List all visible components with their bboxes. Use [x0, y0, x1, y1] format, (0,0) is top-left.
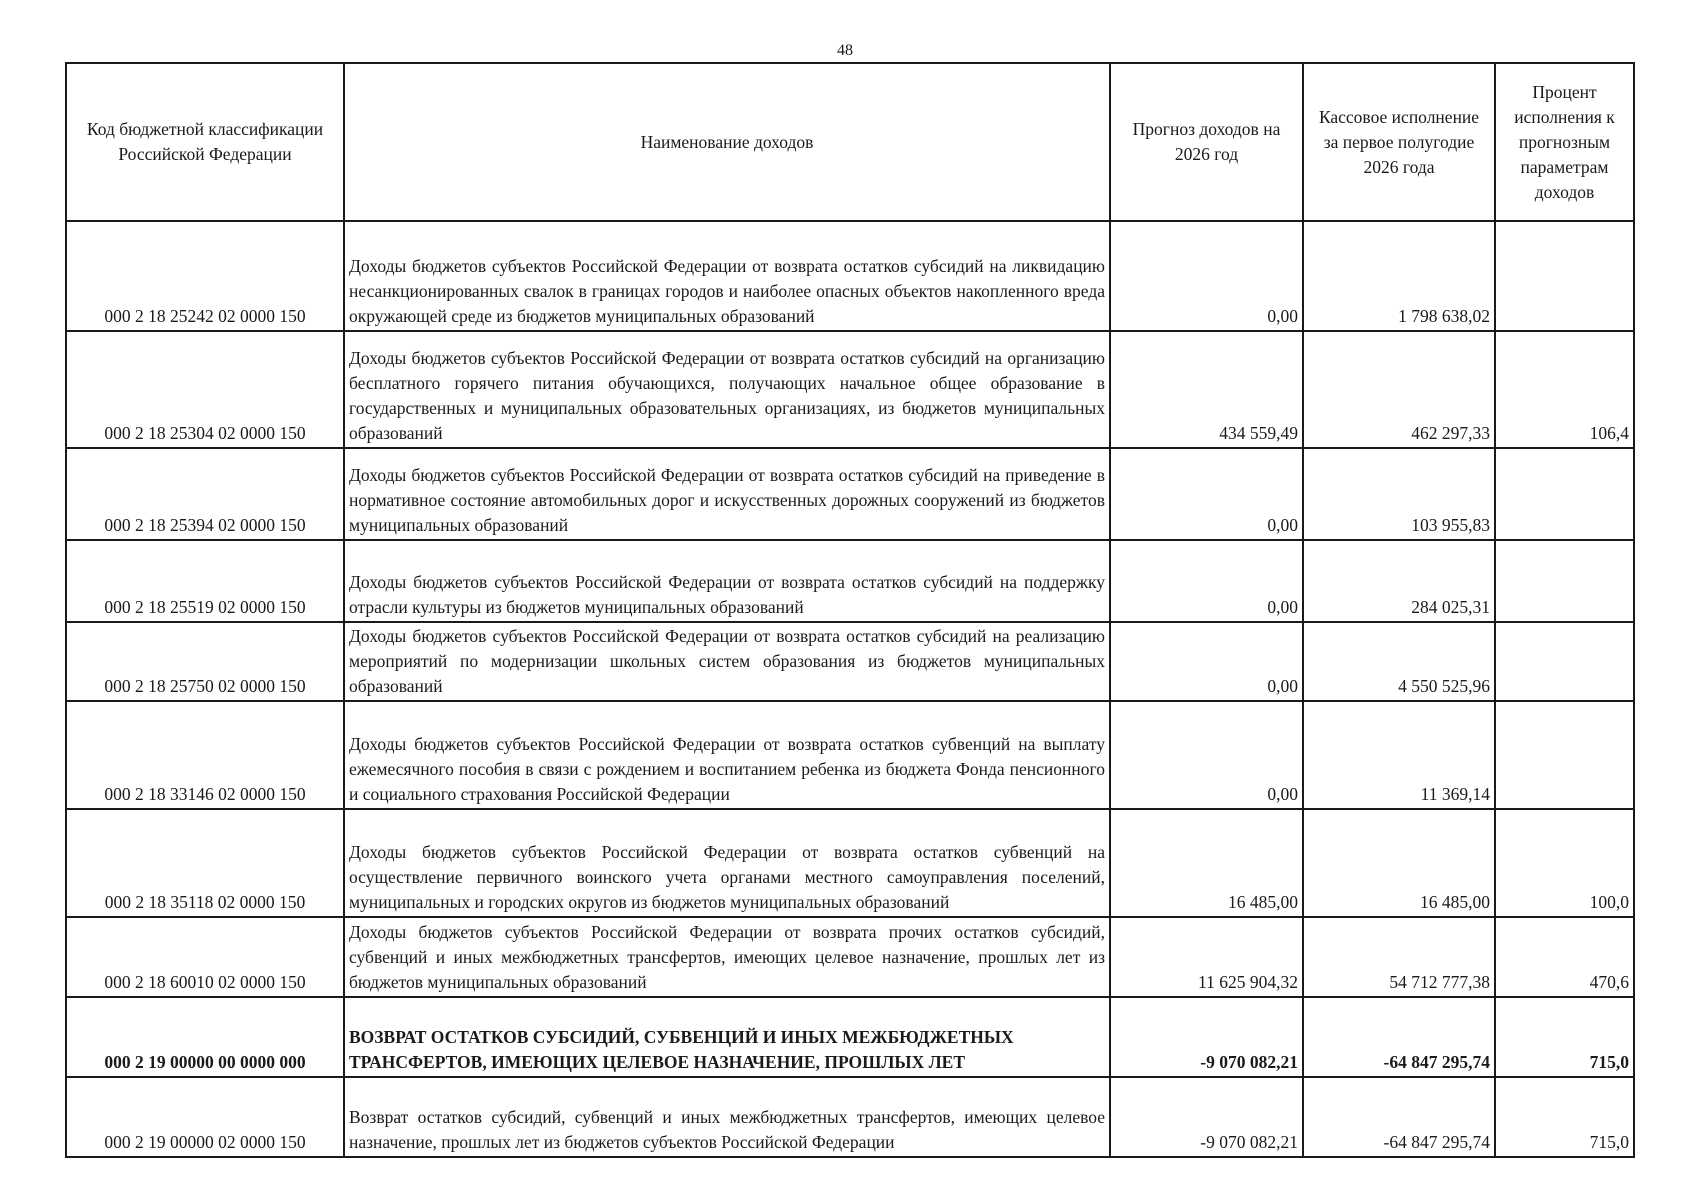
row-forecast: 16 485,00: [1110, 809, 1303, 917]
row-percent: [1495, 622, 1634, 701]
row-name: Доходы бюджетов субъектов Российской Федерации от возврата остатков субсидий на ликвидацию несанкционированных свалок в границах городов и наиболее опасных объектов накопленного вреда окружающей среде из бюджетов муниципальных образований: [344, 221, 1110, 331]
row-name: Доходы бюджетов субъектов Российской Федерации от возврата остатков субвенций на выплату ежемесячного пособия в связи с рождением и воспитанием ребенка из бюджета Фонда пенсионного и социального страхования Российской Федерации: [344, 701, 1110, 809]
row-percent: [1495, 221, 1634, 331]
row-code: 000 2 18 33146 02 0000 150: [66, 701, 344, 809]
row-percent: [1495, 701, 1634, 809]
header-execution: Кассовое исполнение за первое полугодие 2026 года: [1303, 63, 1495, 221]
row-execution: -64 847 295,74: [1303, 1077, 1495, 1157]
table-row: [66, 221, 1634, 331]
row-execution: 284 025,31: [1303, 540, 1495, 622]
row-name: Доходы бюджетов субъектов Российской Федерации от возврата остатков субсидий на реализацию мероприятий по модернизации школьных систем образования из бюджетов муниципальных образований: [344, 622, 1110, 701]
table-row: [66, 1077, 1634, 1157]
table-body: [66, 221, 1634, 1157]
row-execution: 103 955,83: [1303, 448, 1495, 540]
row-name: Доходы бюджетов субъектов Российской Федерации от возврата остатков субсидий на поддержку отрасли культуры из бюджетов муниципальных образований: [344, 540, 1110, 622]
table-row-total: [66, 997, 1634, 1077]
row-forecast: 434 559,49: [1110, 331, 1303, 448]
row-execution: 462 297,33: [1303, 331, 1495, 448]
row-forecast: 0,00: [1110, 622, 1303, 701]
revenue-table: [65, 62, 1635, 1158]
row-code: 000 2 19 00000 00 0000 000: [66, 997, 344, 1077]
row-execution: -64 847 295,74: [1303, 997, 1495, 1077]
row-forecast: 0,00: [1110, 701, 1303, 809]
row-code: 000 2 18 35118 02 0000 150: [66, 809, 344, 917]
row-forecast: 0,00: [1110, 448, 1303, 540]
row-percent: 470,6: [1495, 917, 1634, 997]
row-percent: [1495, 448, 1634, 540]
row-percent: 106,4: [1495, 331, 1634, 448]
table-row: [66, 622, 1634, 701]
row-name: Доходы бюджетов субъектов Российской Федерации от возврата остатков субсидий на приведение в нормативное состояние автомобильных дорог и искусственных дорожных сооружений из бюджетов муниципальных образований: [344, 448, 1110, 540]
row-code: 000 2 18 25242 02 0000 150: [66, 221, 344, 331]
row-forecast: 11 625 904,32: [1110, 917, 1303, 997]
row-name: Доходы бюджетов субъектов Российской Федерации от возврата остатков субсидий на организацию бесплатного горячего питания обучающихся, получающих начальное общее образование в государственных и муниципальных образовательных организациях, из бюджетов муниципальных образований: [344, 331, 1110, 448]
row-execution: 1 798 638,02: [1303, 221, 1495, 331]
row-forecast: 0,00: [1110, 221, 1303, 331]
row-forecast: -9 070 082,21: [1110, 997, 1303, 1077]
row-execution: 16 485,00: [1303, 809, 1495, 917]
row-code: 000 2 18 25394 02 0000 150: [66, 448, 344, 540]
header-code: Код бюджетной классификации Российской Федерации: [66, 63, 344, 221]
row-execution: 54 712 777,38: [1303, 917, 1495, 997]
table-row: [66, 701, 1634, 809]
row-code: 000 2 18 25304 02 0000 150: [66, 331, 344, 448]
table-header: [66, 63, 1634, 221]
row-code: 000 2 19 00000 02 0000 150: [66, 1077, 344, 1157]
row-percent: [1495, 540, 1634, 622]
row-code: 000 2 18 25750 02 0000 150: [66, 622, 344, 701]
header-forecast: Прогноз доходов на 2026 год: [1110, 63, 1303, 221]
row-forecast: -9 070 082,21: [1110, 1077, 1303, 1157]
header-percent: Процент исполнения к прогнозным параметрам доходов: [1495, 63, 1634, 221]
table-row: [66, 540, 1634, 622]
row-percent: 100,0: [1495, 809, 1634, 917]
row-code: 000 2 18 25519 02 0000 150: [66, 540, 344, 622]
row-forecast: 0,00: [1110, 540, 1303, 622]
row-name: Доходы бюджетов субъектов Российской Федерации от возврата прочих остатков субсидий, субвенций и иных межбюджетных трансфертов, имеющих целевое назначение, прошлых лет из бюджетов муниципальных образований: [344, 917, 1110, 997]
table-row: [66, 809, 1634, 917]
row-percent: 715,0: [1495, 1077, 1634, 1157]
row-execution: 11 369,14: [1303, 701, 1495, 809]
row-name: Доходы бюджетов субъектов Российской Федерации от возврата остатков субвенций на осуществление первичного воинского учета органами местного самоуправления поселений, муниципальных и городских округов из бюджетов муниципальных образований: [344, 809, 1110, 917]
row-execution: 4 550 525,96: [1303, 622, 1495, 701]
row-name: Возврат остатков субсидий, субвенций и иных межбюджетных трансфертов, имеющих целевое назначение, прошлых лет из бюджетов субъектов Российской Федерации: [344, 1077, 1110, 1157]
header-name: Наименование доходов: [344, 63, 1110, 221]
table-row: [66, 331, 1634, 448]
header-row: [66, 63, 1634, 221]
page-number: 48: [837, 42, 853, 59]
row-percent: 715,0: [1495, 997, 1634, 1077]
row-code: 000 2 18 60010 02 0000 150: [66, 917, 344, 997]
row-name: ВОЗВРАТ ОСТАТКОВ СУБСИДИЙ, СУБВЕНЦИЙ И ИНЫХ МЕЖБЮДЖЕТНЫХ ТРАНСФЕРТОВ, ИМЕЮЩИХ ЦЕЛЕВОЕ НАЗНАЧЕНИЕ, ПРОШЛЫХ ЛЕТ: [344, 997, 1110, 1077]
table-row: [66, 917, 1634, 997]
table-row: [66, 448, 1634, 540]
